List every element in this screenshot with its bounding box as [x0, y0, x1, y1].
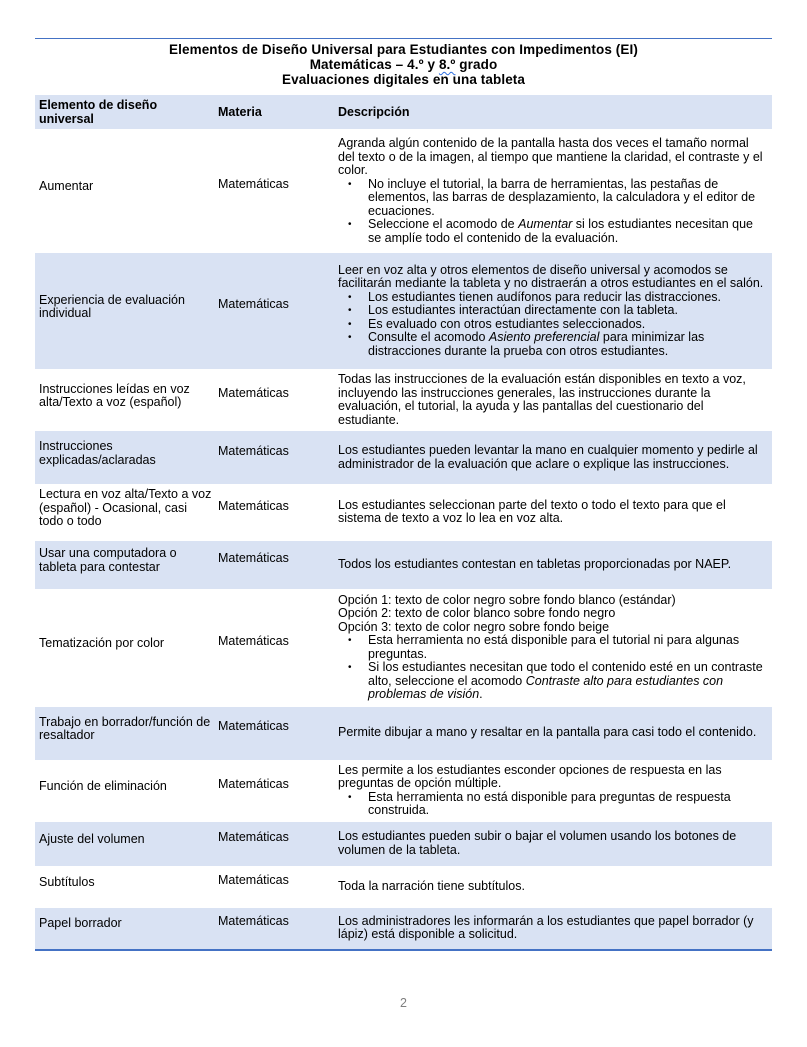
table-row: [35, 589, 772, 707]
subject-cell: Matemáticas: [218, 386, 289, 401]
description-bullet-item: [338, 661, 766, 702]
description-paragraph: [338, 764, 766, 791]
table-row: [35, 484, 772, 541]
text-segment: Todas las instrucciones de la evaluación están disponibles en texto a voz, incluyendo las instrucciones generales, las instrucciones durante la evaluación, el tutorial, la ayuda y las pantallas del cuestionario del estudiante.: [338, 372, 746, 427]
text-segment: .: [479, 687, 483, 701]
text-segment: Si los estudiantes necesitan que todo el contenido esté en un contraste alto, seleccione el acomodo: [368, 660, 763, 688]
description-bullet-item: [338, 791, 766, 818]
description-cell: [334, 431, 772, 484]
text-segment: Los estudiantes pueden subir o bajar el volumen usando los botones de volumen de la tableta.: [338, 829, 737, 857]
description-paragraph: [338, 726, 766, 740]
table-row: [35, 541, 772, 589]
subject-cell: Matemáticas: [214, 541, 334, 589]
header-rule: [35, 38, 772, 39]
description-cell: [334, 484, 772, 541]
text-segment: Opción 2: texto de color blanco sobre fondo negro: [338, 606, 616, 620]
table-row: [35, 369, 772, 431]
description-cell: [334, 589, 772, 707]
description-cell: [334, 129, 772, 253]
page-number: 2: [400, 996, 407, 1010]
element-name-cell: Ajuste del volumen: [35, 822, 214, 866]
subject-cell: Matemáticas: [218, 498, 289, 513]
table-row: [35, 866, 772, 908]
subject-cell: Matemáticas: [214, 253, 334, 369]
text-segment: Esta herramienta no está disponible para preguntas de respuesta construida.: [368, 789, 731, 817]
bullet-text: [368, 331, 766, 358]
bullet-text: [368, 791, 766, 818]
description-paragraph: [338, 137, 766, 178]
element-name-cell: Subtítulos: [39, 874, 95, 889]
universal-design-table: [35, 95, 772, 951]
element-name-cell: Trabajo en borrador/función de resaltador: [35, 707, 214, 760]
bullet-icon: •: [348, 318, 352, 330]
element-name-cell: Experiencia de evaluación individual: [35, 253, 214, 369]
element-name-cell: Función de eliminación: [39, 778, 167, 793]
element-name-cell: Papel borrador: [35, 908, 214, 950]
text-segment: Les permite a los estudiantes esconder opciones de respuesta en las preguntas de opción múltiple.: [338, 762, 722, 790]
text-segment: Leer en voz alta y otros elementos de diseño universal y acomodos se facilitarán mediante la tableta y no distraerán a otros estudiantes en el salón.: [338, 262, 764, 291]
title-line-2-prefix: Matemáticas – 4.º y: [309, 57, 439, 73]
bullet-text: [368, 318, 766, 332]
description-paragraph: [338, 594, 766, 608]
element-name-cell: Instrucciones leídas en voz alta/Texto a voz (español): [39, 381, 190, 409]
table-row: [35, 760, 772, 822]
table-row: [35, 129, 772, 253]
text-segment: Permite dibujar a mano y resaltar en la pantalla para casi todo el contenido.: [338, 725, 757, 740]
table-row: [35, 908, 772, 950]
text-segment: No incluye el tutorial, la barra de herramientas, las pestañas de elementos, las barras de desplazamiento, la calculadora y el editor de ecuaciones.: [368, 176, 756, 218]
bullet-text: [368, 218, 766, 245]
text-segment: si los estudiantes necesitan que se amplíe todo el contenido de la evaluación.: [368, 217, 753, 245]
table-row: [35, 431, 772, 484]
title-line-3: Evaluaciones digitales en una tableta: [281, 72, 526, 88]
description-paragraph: [338, 621, 766, 635]
subject-cell: Matemáticas: [214, 431, 334, 484]
element-name-cell: Lectura en voz alta/Texto a voz (español) - Ocasional, casi todo o todo: [39, 487, 212, 528]
text-segment: Los administradores les informarán a los estudiantes que papel borrador (y lápiz) está disponible a solicitud.: [338, 913, 754, 941]
description-cell: [334, 866, 772, 908]
text-segment: para minimizar las distracciones durante la prueba con otros estudiantes.: [368, 330, 705, 358]
document-title: [0, 42, 807, 88]
description-paragraph: [338, 558, 766, 572]
italic-text-segment: Contraste alto para estudiantes con problemas de visión: [368, 673, 724, 701]
text-segment: Los estudiantes interactúan directamente con la tableta.: [368, 303, 678, 318]
text-segment: Los estudiantes pueden levantar la mano en cualquier momento y pedirle al administrador de la evaluación que aclare o explique las instrucciones.: [338, 443, 758, 471]
text-segment: Agranda algún contenido de la pantalla hasta dos veces el tamaño normal del texto o de la imagen, al tiempo que mantiene la claridad, el contraste y el color.: [338, 136, 763, 177]
text-segment: Opción 3: texto de color negro sobre fondo beige: [338, 619, 610, 634]
text-segment: Seleccione el acomodo de: [368, 217, 519, 231]
italic-text-segment: Aumentar: [518, 217, 573, 231]
description-bullet-item: [338, 331, 766, 358]
description-cell: [334, 253, 772, 369]
bullet-icon: •: [348, 178, 352, 190]
subject-cell: Matemáticas: [218, 177, 289, 192]
description-paragraph: [338, 264, 766, 291]
description-paragraph: [338, 607, 766, 621]
bullet-icon: •: [348, 791, 352, 803]
element-name-cell: Tematización por color: [39, 635, 165, 650]
description-bullet-item: [338, 218, 766, 245]
bullet-icon: •: [348, 662, 352, 673]
subject-cell: Matemáticas: [214, 707, 334, 760]
subject-cell: Matemáticas: [218, 872, 289, 887]
bullet-text: [368, 661, 766, 702]
element-name-cell: Instrucciones explicadas/aclaradas: [35, 431, 214, 484]
column-header-element: Elemento de diseño universal: [35, 95, 214, 129]
text-segment: Consulte el acomodo: [368, 330, 489, 345]
description-cell: [334, 707, 772, 760]
title-line-2: [0, 57, 807, 72]
column-header-subject: Materia: [214, 95, 334, 129]
description-bullet-item: [338, 291, 766, 305]
description-cell: [334, 760, 772, 822]
text-segment: Toda la narración tiene subtítulos.: [338, 878, 525, 893]
bullet-icon: •: [348, 332, 352, 344]
description-cell: [334, 541, 772, 589]
text-segment: Los estudiantes tienen audífonos para reducir las distracciones.: [368, 289, 721, 304]
description-cell: [334, 822, 772, 866]
bullet-text: [368, 291, 766, 305]
bullet-text: [368, 304, 766, 318]
table-header-row: [35, 95, 772, 129]
column-header-description: Descripción: [334, 95, 772, 129]
table-row: [35, 707, 772, 760]
subject-cell: Matemáticas: [214, 908, 334, 950]
title-line-1: Elementos de Diseño Universal para Estudiantes con Impedimentos (EI): [169, 42, 638, 57]
text-segment: Todos los estudiantes contestan en tabletas proporcionadas por NAEP.: [338, 556, 732, 571]
spellcheck-flagged-text: 8.º: [438, 57, 456, 73]
description-bullet-item: [338, 318, 766, 332]
text-segment: Los estudiantes seleccionan parte del texto o todo el texto para que el sistema de texto a voz lo lea en voz alta.: [338, 497, 726, 526]
title-line-2-suffix: grado: [455, 57, 498, 73]
italic-text-segment: Asiento preferencial: [488, 330, 600, 345]
description-paragraph: [338, 373, 766, 427]
description-bullet-item: [338, 304, 766, 318]
description-cell: [334, 369, 772, 431]
subject-cell: Matemáticas: [218, 633, 289, 648]
description-bullet-item: [338, 178, 766, 219]
text-segment: Opción 1: texto de color negro sobre fondo blanco (estándar): [338, 592, 676, 607]
element-name-cell: Aumentar: [39, 179, 94, 194]
bullet-icon: •: [348, 291, 352, 303]
bullet-icon: •: [348, 305, 352, 317]
description-paragraph: [338, 830, 766, 857]
table-row: [35, 253, 772, 369]
bullet-icon: •: [348, 219, 352, 230]
text-segment: Es evaluado con otros estudiantes seleccionados.: [368, 316, 646, 331]
text-segment: Esta herramienta no está disponible para el tutorial ni para algunas preguntas.: [368, 633, 740, 661]
element-name-cell: Usar una computadora o tableta para contestar: [35, 541, 214, 589]
description-paragraph: [338, 499, 766, 526]
description-cell: [334, 908, 772, 950]
bullet-text: [368, 178, 766, 219]
table-row: [35, 822, 772, 866]
bullet-text: [368, 634, 766, 661]
subject-cell: Matemáticas: [218, 776, 289, 791]
table-body: [35, 129, 772, 950]
description-paragraph: [338, 444, 766, 471]
description-paragraph: [338, 915, 766, 942]
subject-cell: Matemáticas: [214, 822, 334, 866]
description-bullet-item: [338, 634, 766, 661]
description-paragraph: [338, 880, 766, 894]
bullet-icon: •: [348, 635, 352, 646]
